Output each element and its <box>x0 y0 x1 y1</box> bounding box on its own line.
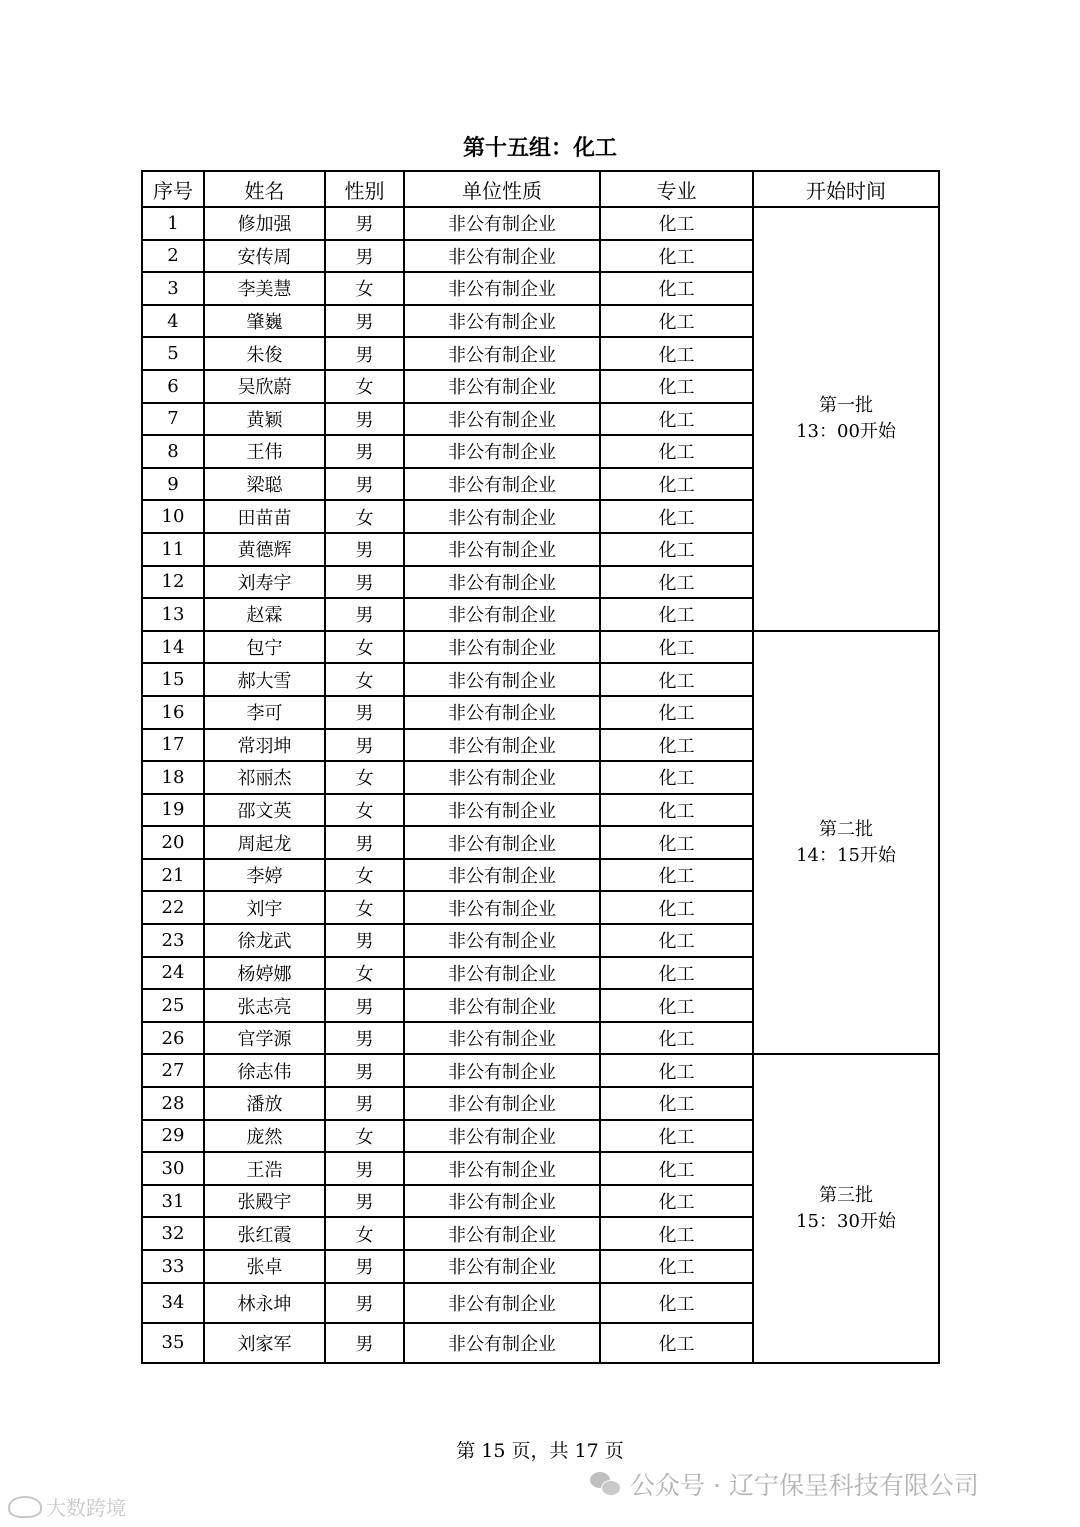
cell-no: 25 <box>142 989 204 1022</box>
cell-gender: 男 <box>325 696 404 729</box>
cell-major: 化工 <box>600 729 753 762</box>
cell-gender: 男 <box>325 533 404 566</box>
weibo-watermark-text: 大数跨境 <box>46 1496 126 1520</box>
cell-major: 化工 <box>600 859 753 892</box>
cell-unit-type: 非公有制企业 <box>404 957 600 990</box>
cell-no: 22 <box>142 891 204 924</box>
cell-unit-type: 非公有制企业 <box>404 370 600 403</box>
cell-major: 化工 <box>600 794 753 827</box>
cell-major: 化工 <box>600 1250 753 1283</box>
cell-name: 刘寿宇 <box>204 566 325 599</box>
cell-name: 周起龙 <box>204 826 325 859</box>
cell-no: 21 <box>142 859 204 892</box>
cell-gender: 男 <box>325 989 404 1022</box>
wechat-icon <box>590 1472 620 1496</box>
cell-name: 安传周 <box>204 240 325 273</box>
cell-no: 1 <box>142 207 204 240</box>
cell-name: 修加强 <box>204 207 325 240</box>
cell-major: 化工 <box>600 924 753 957</box>
cell-name: 徐志伟 <box>204 1054 325 1087</box>
cell-no: 14 <box>142 631 204 664</box>
cell-name: 赵霖 <box>204 598 325 631</box>
batch-label: 第二批 <box>819 818 873 840</box>
cell-unit-type: 非公有制企业 <box>404 1323 600 1363</box>
table-row <box>142 1054 939 1087</box>
cell-major: 化工 <box>600 1283 753 1323</box>
cell-unit-type: 非公有制企业 <box>404 305 600 338</box>
cell-unit-type: 非公有制企业 <box>404 1022 600 1055</box>
cell-no: 7 <box>142 403 204 436</box>
cell-name: 李可 <box>204 696 325 729</box>
cell-gender: 女 <box>325 272 404 305</box>
cell-name: 郝大雪 <box>204 663 325 696</box>
cell-unit-type: 非公有制企业 <box>404 826 600 859</box>
cell-major: 化工 <box>600 370 753 403</box>
cell-unit-type: 非公有制企业 <box>404 1054 600 1087</box>
cell-no: 28 <box>142 1087 204 1120</box>
cell-no: 17 <box>142 729 204 762</box>
cell-no: 29 <box>142 1120 204 1153</box>
cell-name: 杨婷娜 <box>204 957 325 990</box>
cell-unit-type: 非公有制企业 <box>404 598 600 631</box>
cell-name: 李婷 <box>204 859 325 892</box>
cell-unit-type: 非公有制企业 <box>404 1152 600 1185</box>
cell-unit-type: 非公有制企业 <box>404 663 600 696</box>
cell-unit-type: 非公有制企业 <box>404 1217 600 1250</box>
cell-unit-type: 非公有制企业 <box>404 859 600 892</box>
cell-major: 化工 <box>600 1087 753 1120</box>
cell-major: 化工 <box>600 696 753 729</box>
cell-major: 化工 <box>600 468 753 501</box>
cell-gender: 女 <box>325 631 404 664</box>
cell-major: 化工 <box>600 663 753 696</box>
cell-gender: 男 <box>325 924 404 957</box>
cell-gender: 男 <box>325 1283 404 1323</box>
weibo-icon <box>8 1496 42 1518</box>
cell-name: 潘放 <box>204 1087 325 1120</box>
cell-gender: 男 <box>325 403 404 436</box>
cell-major: 化工 <box>600 272 753 305</box>
cell-gender: 男 <box>325 566 404 599</box>
cell-unit-type: 非公有制企业 <box>404 240 600 273</box>
cell-no: 32 <box>142 1217 204 1250</box>
cell-unit-type: 非公有制企业 <box>404 403 600 436</box>
cell-no: 12 <box>142 566 204 599</box>
cell-gender: 男 <box>325 1323 404 1363</box>
header-major: 专业 <box>600 171 753 207</box>
cell-no: 13 <box>142 598 204 631</box>
cell-major: 化工 <box>600 1152 753 1185</box>
cell-gender: 男 <box>325 305 404 338</box>
cell-name: 祁丽杰 <box>204 761 325 794</box>
cell-name: 王浩 <box>204 1152 325 1185</box>
cell-major: 化工 <box>600 598 753 631</box>
cell-unit-type: 非公有制企业 <box>404 1185 600 1218</box>
cell-major: 化工 <box>600 337 753 370</box>
cell-gender: 男 <box>325 1185 404 1218</box>
cell-unit-type: 非公有制企业 <box>404 891 600 924</box>
cell-no: 18 <box>142 761 204 794</box>
cell-name: 田苗苗 <box>204 500 325 533</box>
cell-name: 官学源 <box>204 1022 325 1055</box>
cell-major: 化工 <box>600 631 753 664</box>
cell-unit-type: 非公有制企业 <box>404 794 600 827</box>
cell-major: 化工 <box>600 1217 753 1250</box>
cell-gender: 女 <box>325 500 404 533</box>
cell-gender: 女 <box>325 891 404 924</box>
cell-major: 化工 <box>600 240 753 273</box>
cell-name: 徐龙武 <box>204 924 325 957</box>
table-row <box>142 631 939 664</box>
cell-major: 化工 <box>600 1022 753 1055</box>
cell-gender: 女 <box>325 859 404 892</box>
cell-unit-type: 非公有制企业 <box>404 1087 600 1120</box>
cell-gender: 女 <box>325 370 404 403</box>
cell-gender: 男 <box>325 1152 404 1185</box>
cell-unit-type: 非公有制企业 <box>404 435 600 468</box>
cell-name: 刘家军 <box>204 1323 325 1363</box>
batch-time: 14：15开始 <box>796 844 896 866</box>
cell-name: 庞然 <box>204 1120 325 1153</box>
cell-major: 化工 <box>600 533 753 566</box>
cell-unit-type: 非公有制企业 <box>404 989 600 1022</box>
header-name: 姓名 <box>204 171 325 207</box>
header-gender: 性别 <box>325 171 404 207</box>
cell-major: 化工 <box>600 403 753 436</box>
roster-body <box>142 207 939 1363</box>
cell-no: 15 <box>142 663 204 696</box>
cell-unit-type: 非公有制企业 <box>404 500 600 533</box>
cell-gender: 女 <box>325 761 404 794</box>
cell-major: 化工 <box>600 500 753 533</box>
cell-major: 化工 <box>600 1054 753 1087</box>
cell-gender: 男 <box>325 598 404 631</box>
cell-no: 9 <box>142 468 204 501</box>
cell-name: 包宁 <box>204 631 325 664</box>
cell-gender: 女 <box>325 794 404 827</box>
cell-unit-type: 非公有制企业 <box>404 761 600 794</box>
cell-no: 34 <box>142 1283 204 1323</box>
cell-name: 邵文英 <box>204 794 325 827</box>
cell-name: 肇巍 <box>204 305 325 338</box>
cell-unit-type: 非公有制企业 <box>404 337 600 370</box>
batch-cell <box>753 1054 939 1362</box>
page-number: 第 15 页，共 17 页 <box>456 1440 624 1462</box>
cell-gender: 男 <box>325 1022 404 1055</box>
cell-unit-type: 非公有制企业 <box>404 1283 600 1323</box>
header-start-time: 开始时间 <box>753 171 939 207</box>
batch-label: 第一批 <box>819 394 873 416</box>
cell-no: 19 <box>142 794 204 827</box>
cell-no: 4 <box>142 305 204 338</box>
batch-time: 13：00开始 <box>796 420 896 442</box>
table-row <box>142 207 939 240</box>
cell-name: 王伟 <box>204 435 325 468</box>
cell-no: 31 <box>142 1185 204 1218</box>
cell-gender: 男 <box>325 337 404 370</box>
cell-major: 化工 <box>600 305 753 338</box>
cell-no: 6 <box>142 370 204 403</box>
cell-major: 化工 <box>600 957 753 990</box>
batch-cell <box>753 207 939 631</box>
cell-unit-type: 非公有制企业 <box>404 207 600 240</box>
cell-gender: 男 <box>325 729 404 762</box>
cell-unit-type: 非公有制企业 <box>404 924 600 957</box>
cell-unit-type: 非公有制企业 <box>404 729 600 762</box>
cell-major: 化工 <box>600 1120 753 1153</box>
cell-major: 化工 <box>600 761 753 794</box>
cell-gender: 女 <box>325 1217 404 1250</box>
cell-no: 24 <box>142 957 204 990</box>
cell-major: 化工 <box>600 566 753 599</box>
cell-name: 张殿宇 <box>204 1185 325 1218</box>
cell-gender: 男 <box>325 1250 404 1283</box>
cell-name: 刘宇 <box>204 891 325 924</box>
cell-name: 朱俊 <box>204 337 325 370</box>
cell-unit-type: 非公有制企业 <box>404 631 600 664</box>
cell-no: 11 <box>142 533 204 566</box>
cell-name: 张红霞 <box>204 1217 325 1250</box>
batch-cell <box>753 631 939 1055</box>
cell-unit-type: 非公有制企业 <box>404 1120 600 1153</box>
cell-no: 27 <box>142 1054 204 1087</box>
header-unit-type: 单位性质 <box>404 171 600 207</box>
batch-time: 15：30开始 <box>796 1210 896 1232</box>
cell-major: 化工 <box>600 989 753 1022</box>
cell-gender: 男 <box>325 435 404 468</box>
cell-no: 10 <box>142 500 204 533</box>
cell-name: 李美慧 <box>204 272 325 305</box>
cell-gender: 男 <box>325 1054 404 1087</box>
cell-unit-type: 非公有制企业 <box>404 468 600 501</box>
roster-table <box>141 170 940 1364</box>
cell-gender: 女 <box>325 957 404 990</box>
cell-name: 常羽坤 <box>204 729 325 762</box>
cell-no: 33 <box>142 1250 204 1283</box>
cell-major: 化工 <box>600 435 753 468</box>
cell-name: 黄颖 <box>204 403 325 436</box>
wechat-watermark-text: 公众号 · 辽宁保呈科技有限公司 <box>630 1471 979 1500</box>
cell-unit-type: 非公有制企业 <box>404 566 600 599</box>
cell-gender: 男 <box>325 240 404 273</box>
cell-unit-type: 非公有制企业 <box>404 696 600 729</box>
cell-no: 20 <box>142 826 204 859</box>
cell-no: 26 <box>142 1022 204 1055</box>
cell-no: 35 <box>142 1323 204 1363</box>
header-no: 序号 <box>142 171 204 207</box>
cell-gender: 男 <box>325 1087 404 1120</box>
cell-no: 2 <box>142 240 204 273</box>
table-header-row <box>142 171 939 207</box>
cell-name: 吴欣蔚 <box>204 370 325 403</box>
cell-name: 林永坤 <box>204 1283 325 1323</box>
cell-major: 化工 <box>600 1323 753 1363</box>
cell-no: 5 <box>142 337 204 370</box>
cell-gender: 男 <box>325 826 404 859</box>
cell-unit-type: 非公有制企业 <box>404 1250 600 1283</box>
cell-no: 30 <box>142 1152 204 1185</box>
page-title: 第十五组：化工 <box>462 136 617 161</box>
batch-label: 第三批 <box>819 1184 873 1206</box>
weibo-watermark <box>8 1492 126 1521</box>
cell-unit-type: 非公有制企业 <box>404 533 600 566</box>
cell-gender: 男 <box>325 207 404 240</box>
wechat-watermark <box>590 1466 979 1502</box>
cell-name: 张卓 <box>204 1250 325 1283</box>
cell-name: 梁聪 <box>204 468 325 501</box>
cell-no: 23 <box>142 924 204 957</box>
cell-major: 化工 <box>600 826 753 859</box>
cell-gender: 女 <box>325 1120 404 1153</box>
cell-gender: 女 <box>325 663 404 696</box>
cell-major: 化工 <box>600 1185 753 1218</box>
cell-name: 黄德辉 <box>204 533 325 566</box>
cell-no: 8 <box>142 435 204 468</box>
cell-no: 16 <box>142 696 204 729</box>
cell-gender: 男 <box>325 468 404 501</box>
cell-no: 3 <box>142 272 204 305</box>
cell-major: 化工 <box>600 207 753 240</box>
cell-major: 化工 <box>600 891 753 924</box>
cell-name: 张志亮 <box>204 989 325 1022</box>
cell-unit-type: 非公有制企业 <box>404 272 600 305</box>
